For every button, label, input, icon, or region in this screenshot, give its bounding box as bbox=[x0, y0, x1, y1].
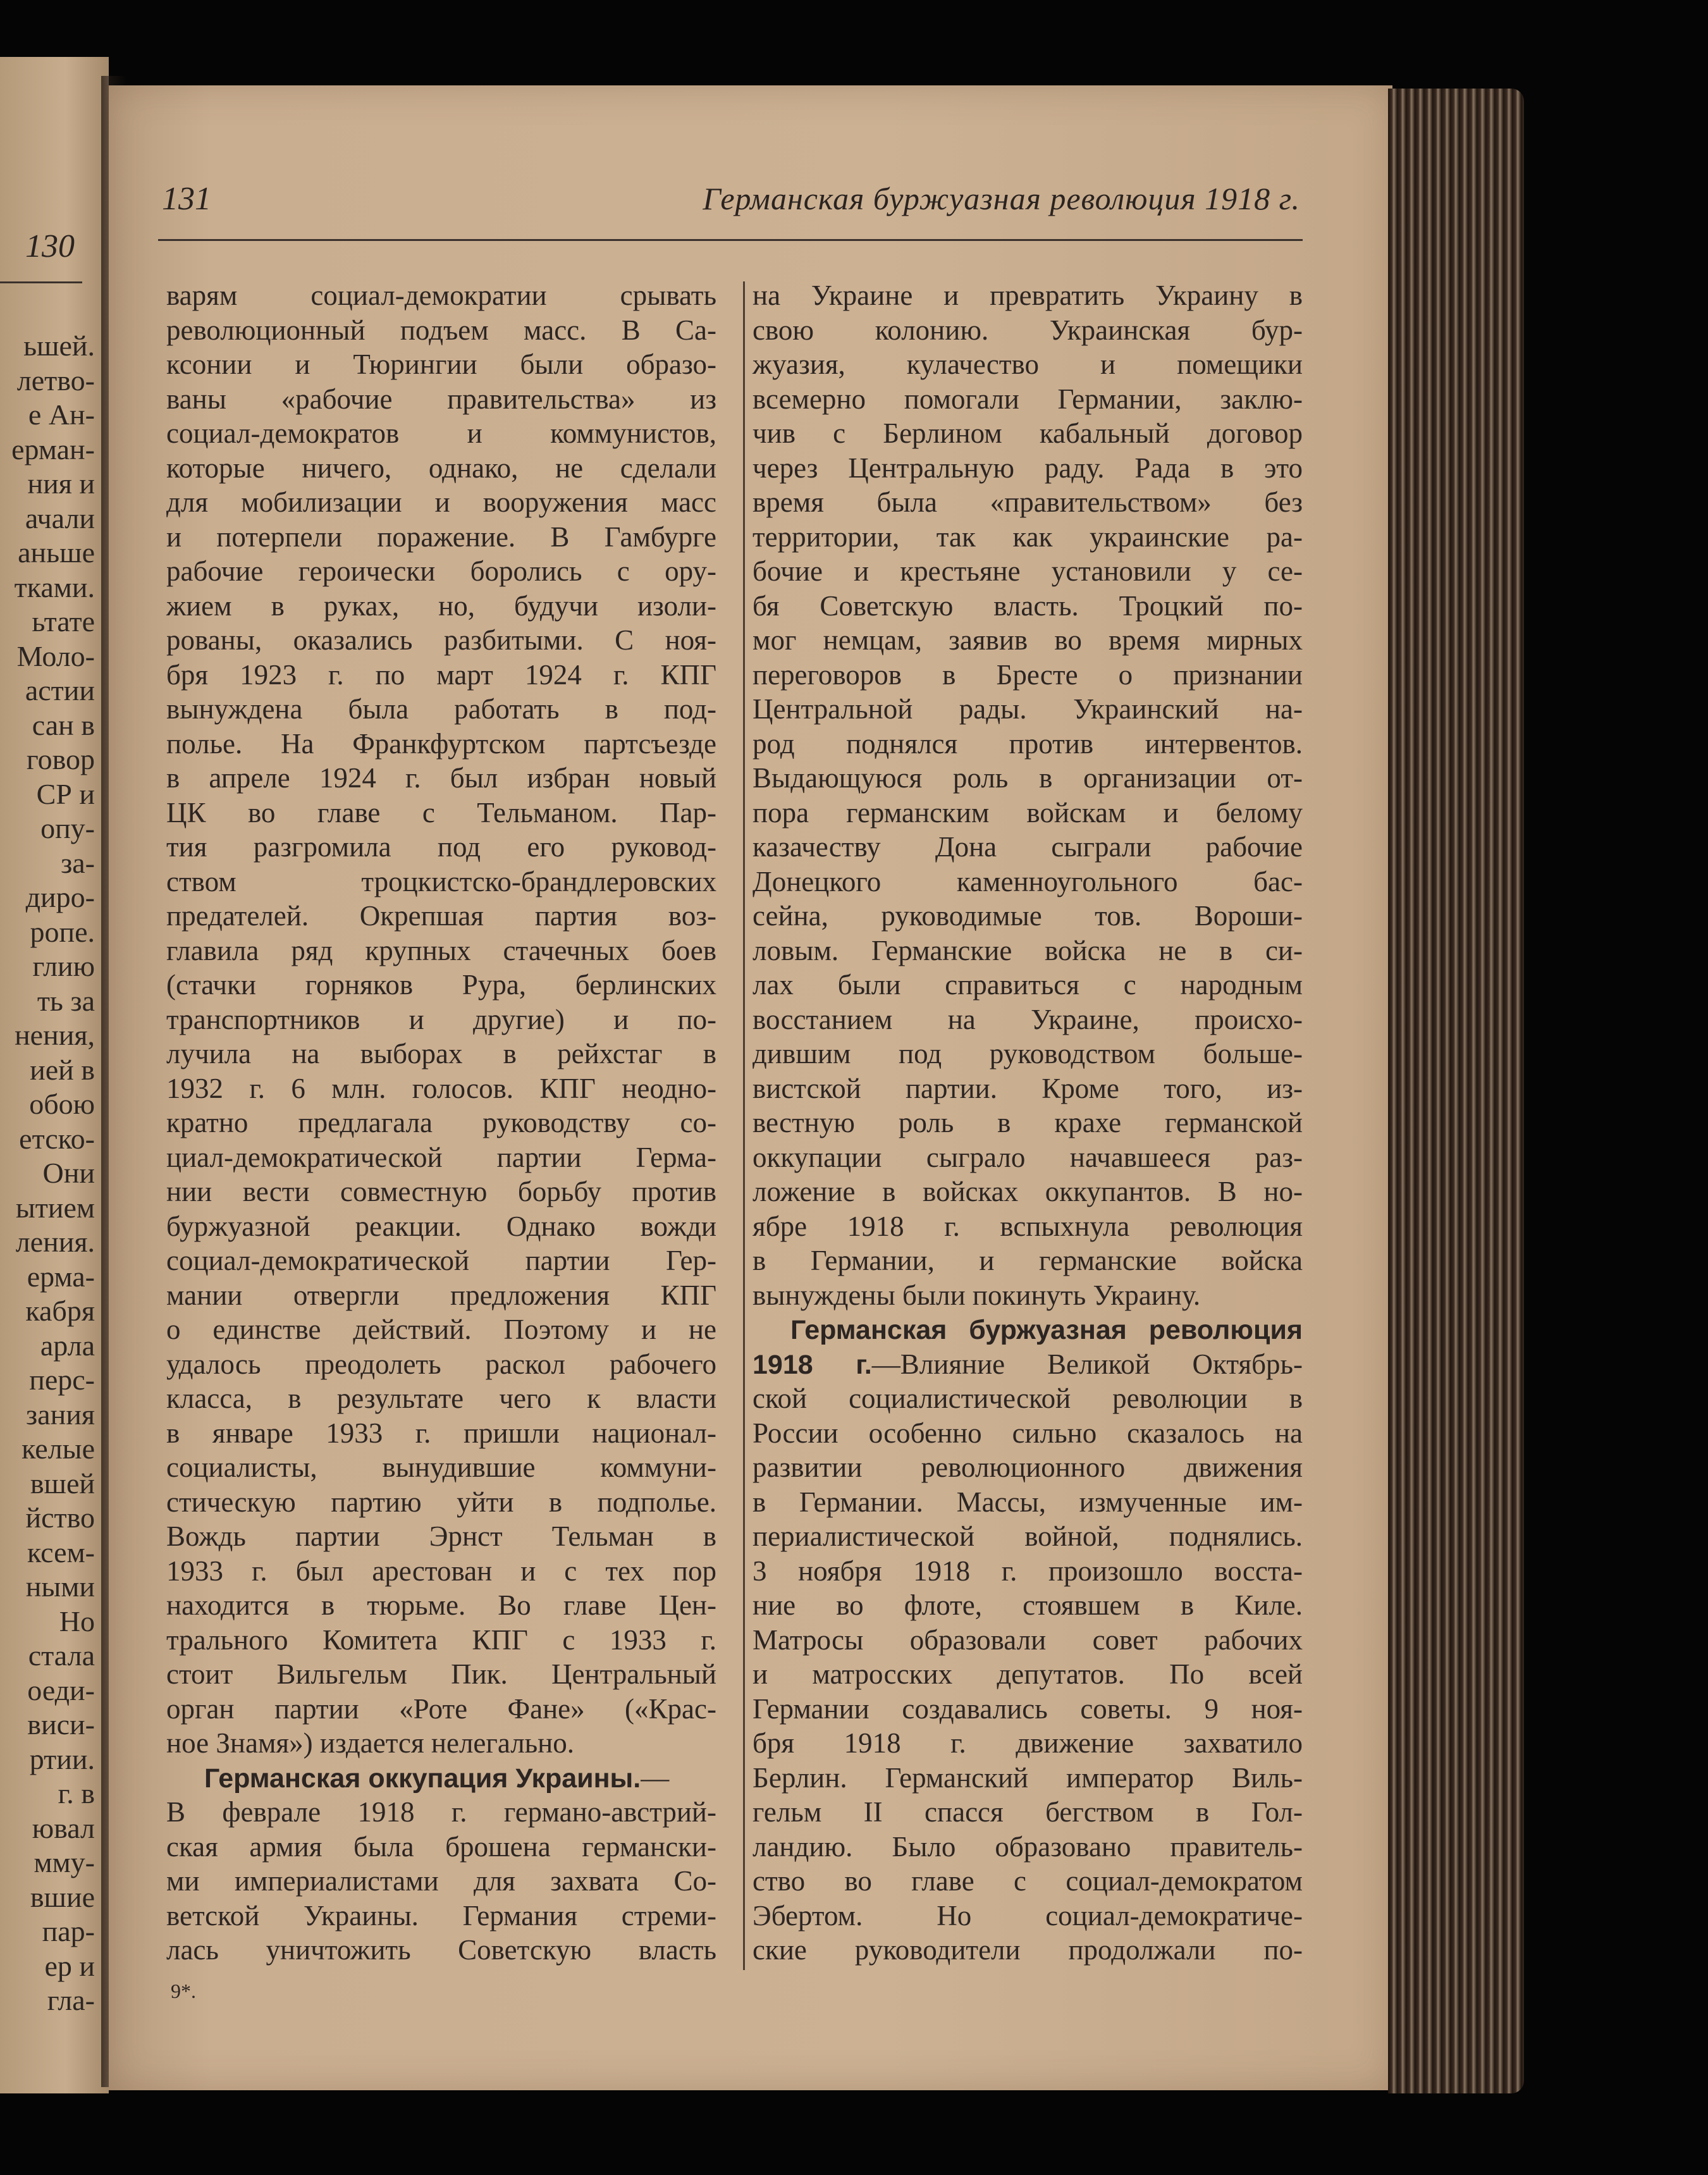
previous-page-line: ачали bbox=[25, 502, 95, 534]
text-line: 1933 г. был арестован и с тех пор bbox=[166, 1555, 716, 1587]
text-line: для мобилизации и вооружения масс bbox=[166, 486, 716, 518]
text-line: Донецкого каменноугольного бас- bbox=[753, 865, 1303, 897]
text-line: Германии создавались советы. 9 ноя- bbox=[753, 1692, 1303, 1725]
section-heading: Германская буржуазная революция bbox=[790, 1315, 1303, 1345]
running-head: Германская буржуазная революция 1918 г. bbox=[703, 181, 1300, 216]
text-line: Выдающуюся роль в организации от- bbox=[753, 762, 1303, 794]
previous-page-line: йство bbox=[25, 1501, 95, 1534]
text-line: всемерно помогали Германии, заклю- bbox=[753, 383, 1303, 415]
text-line: время была «правительством» без bbox=[753, 486, 1303, 518]
text-line: Берлин. Германский император Виль- bbox=[753, 1761, 1303, 1794]
text-line: гельм II спасся бегством в Гол- bbox=[753, 1796, 1303, 1828]
text-line: ябре 1918 г. вспыхнула революция bbox=[753, 1210, 1303, 1242]
previous-page-line: летво- bbox=[16, 364, 95, 397]
text-line: транспортников и другие) и по- bbox=[166, 1003, 716, 1035]
text-line: и матросских депутатов. По всей bbox=[753, 1658, 1303, 1690]
previous-page-line: Они bbox=[42, 1157, 95, 1189]
signature-mark: 9*. bbox=[171, 1980, 196, 2002]
section-heading-year: 1918 г. bbox=[753, 1349, 872, 1380]
previous-page-line: астии bbox=[25, 674, 95, 706]
text-line: 3 ноября 1918 г. произошло восста- bbox=[753, 1555, 1303, 1587]
previous-page-line: обою bbox=[29, 1088, 95, 1120]
previous-page-line: сан в bbox=[32, 708, 95, 741]
text-line: в Германии. Массы, измученные им- bbox=[753, 1486, 1303, 1518]
text-line: периалистической войной, поднялись. bbox=[753, 1520, 1303, 1552]
previous-page-line: ер и bbox=[44, 1949, 95, 1982]
text-line: социалисты, вынудившие коммуни- bbox=[166, 1451, 716, 1483]
text-line: лась уничтожить Советскую власть bbox=[166, 1934, 716, 1966]
text-line: мании отвергли предложения КПГ bbox=[166, 1279, 716, 1311]
text-line: полье. На Франкфуртском партсъезде bbox=[166, 727, 716, 760]
text-line: бя Советскую власть. Троцкий по- bbox=[753, 589, 1303, 622]
right-column bbox=[753, 278, 1303, 1968]
text-line: трального Комитета КПГ с 1933 г. bbox=[166, 1624, 716, 1656]
section-heading-line bbox=[753, 1347, 1303, 1382]
previous-page-line: нения, bbox=[15, 1019, 95, 1051]
text-line: Эбертом. Но социал-демократиче- bbox=[753, 1899, 1303, 1932]
text-line: ние во флоте, стоявшем в Киле. bbox=[753, 1589, 1303, 1621]
previous-page-line: ния и bbox=[27, 467, 95, 500]
text-line: жуазия, кулачество и помещики bbox=[753, 348, 1303, 380]
previous-page-line: ропе. bbox=[30, 915, 95, 948]
previous-page-line: вшей bbox=[30, 1467, 95, 1500]
text-line: ваны «рабочие правительства» из bbox=[166, 383, 716, 415]
previous-page-line: ерма- bbox=[27, 1260, 95, 1293]
previous-page-line: мму- bbox=[34, 1846, 95, 1878]
text-line: ской социалистической революции в bbox=[753, 1383, 1303, 1414]
text-line: в январе 1933 г. пришли национал- bbox=[166, 1417, 716, 1449]
text-line: кратно предлагала руководству со- bbox=[166, 1107, 716, 1138]
previous-page-line: аньше bbox=[18, 536, 95, 569]
previous-page-line: ными bbox=[25, 1570, 95, 1603]
previous-page-line: стала bbox=[28, 1639, 95, 1672]
text-line: революционный подъем масс. В Са- bbox=[166, 314, 716, 346]
text-line: сейна, руководимые тов. Вороши- bbox=[753, 900, 1303, 932]
header-rule bbox=[158, 239, 1303, 241]
text-line: главила ряд крупных стачечных боев bbox=[166, 934, 716, 966]
text-line: Вождь партии Эрнст Тельман в bbox=[166, 1520, 716, 1552]
text-line: развитии революционного движения bbox=[753, 1451, 1303, 1483]
previous-page-line: ерман- bbox=[11, 433, 95, 465]
text-line: класса, в результате чего к власти bbox=[166, 1383, 716, 1414]
section-heading: Германская оккупация Украины. bbox=[204, 1763, 641, 1794]
previous-page-line: ления. bbox=[15, 1226, 95, 1258]
text-line: ксонии и Тюрингии были образо- bbox=[166, 348, 716, 380]
text-line: мог немцам, заявив во время мирных bbox=[753, 624, 1303, 656]
text-line: орган партии «Роте Фане» («Крас- bbox=[166, 1692, 716, 1725]
previous-page-line: г. в bbox=[58, 1777, 95, 1809]
text-line: свою колонию. Украинская бур- bbox=[753, 314, 1303, 346]
previous-page-text bbox=[0, 329, 95, 2018]
text-line: бря 1923 г. по март 1924 г. КПГ bbox=[166, 658, 716, 691]
text-line: удалось преодолеть раскол рабочего bbox=[166, 1348, 716, 1380]
previous-page-number: 130 bbox=[25, 228, 75, 264]
text-line: России особенно сильно сказалось на bbox=[753, 1417, 1303, 1449]
text-line: (стачки горняков Рура, берлинских bbox=[166, 969, 716, 1001]
previous-page-line: арла bbox=[40, 1329, 95, 1362]
text-line: чив с Берлином кабальный договор bbox=[753, 417, 1303, 449]
text-line: ская армия была брошена германски- bbox=[166, 1830, 716, 1863]
previous-page-line: ией в bbox=[30, 1053, 95, 1086]
text-line: нии вести совместную борьбу против bbox=[166, 1176, 716, 1207]
left-column bbox=[166, 278, 716, 1968]
previous-page-line: перс- bbox=[29, 1364, 95, 1396]
text-line: переговоров в Бресте о признании bbox=[753, 658, 1303, 691]
text-line: в Германии, и германские войска bbox=[753, 1245, 1303, 1276]
previous-page-line: ювал bbox=[32, 1811, 95, 1844]
previous-page-fragment bbox=[0, 57, 109, 2093]
text-line: жием в руках, но, будучи изоли- bbox=[166, 589, 716, 622]
previous-page-rule bbox=[0, 281, 82, 283]
text-line: вынуждена была работать в под- bbox=[166, 693, 716, 725]
text-line: ские руководители продолжали по- bbox=[753, 1934, 1303, 1966]
text-line: ложение в войсках оккупантов. В но- bbox=[753, 1176, 1303, 1207]
text-line: через Центральную раду. Рада в это bbox=[753, 452, 1303, 484]
text-line: на Украине и превратить Украину в bbox=[753, 280, 1303, 311]
text-line: стоит Вильгельм Пик. Центральный bbox=[166, 1658, 716, 1690]
page-number: 131 bbox=[162, 181, 211, 217]
previous-page-line: ртии. bbox=[29, 1742, 95, 1775]
text-line: оккупации сыграло начавшееся раз- bbox=[753, 1141, 1303, 1173]
previous-page-line: кабря bbox=[25, 1295, 95, 1327]
previous-page-line: ть за bbox=[37, 984, 95, 1017]
previous-page-line: зания bbox=[26, 1398, 95, 1431]
previous-page-line: ьшей. bbox=[23, 330, 95, 362]
text-line: социал-демократов и коммунистов, bbox=[166, 417, 716, 449]
previous-page-line: пар- bbox=[42, 1915, 95, 1947]
text-line: в апреле 1924 г. был избран новый bbox=[166, 762, 716, 794]
text-line: вистской партии. Кроме того, из- bbox=[753, 1072, 1303, 1104]
text-line: В феврале 1918 г. германо-австрий- bbox=[166, 1796, 716, 1828]
previous-page-line: тками. bbox=[14, 570, 95, 603]
previous-page-line: келые bbox=[22, 1433, 95, 1465]
text-line: ловым. Германские войска не в си- bbox=[753, 934, 1303, 966]
text-line: о единстве действий. Поэтому и не bbox=[166, 1314, 716, 1345]
previous-page-line: ксем- bbox=[27, 1536, 95, 1568]
previous-page-line: етско- bbox=[19, 1122, 95, 1155]
section-heading-line bbox=[166, 1761, 716, 1796]
text-line: варям социал-демократии срывать bbox=[166, 280, 716, 311]
text-line: лучила на выборах в рейхстаг в bbox=[166, 1038, 716, 1069]
text-line: восстанием на Украине, происхо- bbox=[753, 1003, 1303, 1035]
text-line: дившим под руководством больше- bbox=[753, 1038, 1303, 1069]
heading-dash: — bbox=[641, 1761, 670, 1794]
text-line: которые ничего, однако, не сделали bbox=[166, 452, 716, 484]
text-line: буржуазной реакции. Однако вожди bbox=[166, 1210, 716, 1242]
text-line: род поднялся против интервентов. bbox=[753, 727, 1303, 760]
previous-page-line: виси- bbox=[27, 1708, 95, 1741]
text-line: и потерпели поражение. В Гамбурге bbox=[166, 521, 716, 553]
text-line: ландию. Было образовано правитель- bbox=[753, 1830, 1303, 1863]
text-line: предателей. Окрепшая партия воз- bbox=[166, 900, 716, 932]
text-line: рованы, оказались разбитыми. С ноя- bbox=[166, 624, 716, 656]
text-line: лах были справиться с народным bbox=[753, 969, 1303, 1001]
text-line: бочие и крестьяне установили у се- bbox=[753, 555, 1303, 587]
text-line: ством троцкистско-брандлеровских bbox=[166, 865, 716, 897]
previous-page-line: вшие bbox=[30, 1880, 95, 1913]
previous-page-line: е Ан- bbox=[28, 398, 95, 431]
text-line: ветской Украины. Германия стреми- bbox=[166, 1899, 716, 1932]
text-line: ное Знамя») издается нелегально. bbox=[166, 1727, 575, 1759]
previous-page-line: СР и bbox=[36, 777, 95, 810]
previous-page-line: Моло- bbox=[16, 639, 95, 672]
previous-page-line: опу- bbox=[40, 812, 95, 844]
previous-page-line: за- bbox=[61, 846, 95, 879]
heading-continuation: —Влияние Великой Октябрь- bbox=[871, 1348, 1303, 1380]
text-line: вестную роль в крахе германской bbox=[753, 1107, 1303, 1138]
text-line: Центральной рады. Украинский на- bbox=[753, 693, 1303, 725]
text-line: находится в тюрьме. Во главе Цен- bbox=[166, 1589, 716, 1621]
text-line: ство во главе с социал-демократом bbox=[753, 1865, 1303, 1897]
previous-page-line: оеди- bbox=[27, 1673, 95, 1706]
text-line: ЦК во главе с Тельманом. Пар- bbox=[166, 796, 716, 829]
previous-page-line: ытием bbox=[15, 1191, 95, 1224]
column-rule bbox=[743, 281, 745, 1970]
text-line: бря 1918 г. движение захватило bbox=[753, 1727, 1303, 1759]
previous-page-line: гла- bbox=[47, 1984, 95, 2016]
previous-page-line: диро- bbox=[25, 881, 95, 913]
text-line: стическую партию уйти в подполье. bbox=[166, 1486, 716, 1518]
text-line: Матросы образовали совет рабочих bbox=[753, 1624, 1303, 1656]
text-line: тия разгромила под его руковод- bbox=[166, 831, 716, 863]
text-line: казачеству Дона сыграли рабочие bbox=[753, 831, 1303, 863]
section-heading-line bbox=[753, 1312, 1303, 1347]
previous-page-line: Но bbox=[59, 1605, 95, 1637]
text-line: социал-демократической партии Гер- bbox=[166, 1245, 716, 1276]
text-line: рабочие героически боролись с ору- bbox=[166, 555, 716, 587]
previous-page-line: говор bbox=[26, 743, 95, 775]
text-line: пора германским войскам и белому bbox=[753, 796, 1303, 829]
text-line: 1932 г. 6 млн. голосов. КПГ неодно- bbox=[166, 1072, 716, 1104]
text-line: ми империалистами для захвата Со- bbox=[166, 1865, 716, 1897]
text-line: циал-демократической партии Герма- bbox=[166, 1141, 716, 1173]
page-header bbox=[162, 180, 1300, 225]
text-line: вынуждены были покинуть Украину. bbox=[753, 1279, 1201, 1311]
previous-page-line: глию bbox=[32, 950, 95, 982]
page-edges bbox=[1388, 89, 1524, 2093]
previous-page-line: ьтате bbox=[32, 605, 95, 638]
text-line: территории, так как украинские ра- bbox=[753, 521, 1303, 553]
